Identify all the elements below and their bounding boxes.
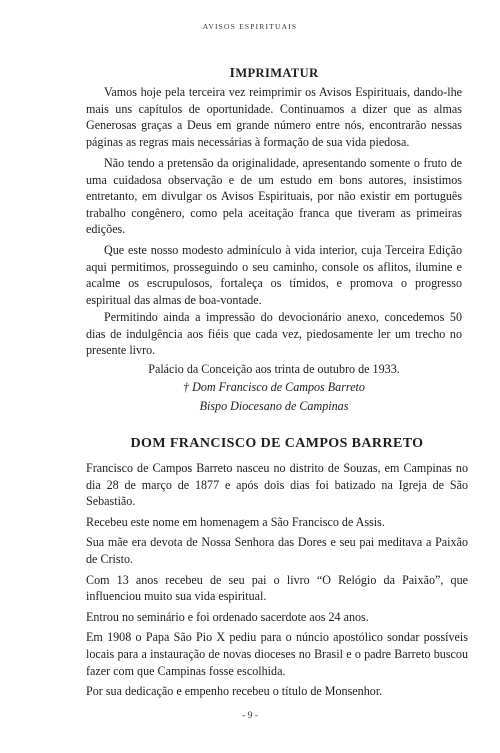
biography-paragraph-1: Francisco de Campos Barreto nasceu no distrito de Souzas, em Campinas no dia 28 de março de 1877 e após dois dias foi batizado na Igreja de São Sebastião.	[86, 461, 468, 509]
imprimatur-title-initial: I	[229, 66, 236, 81]
biography-paragraph-7: Por sua dedicação e empenho recebeu o título de Monsenhor.	[86, 684, 383, 699]
biography-paragraph-5: Entrou no seminário e foi ordenado sacerdote aos 24 anos.	[86, 609, 369, 624]
page-number: - 9 -	[242, 711, 258, 721]
imprimatur-title-rest: MPRIMATUR	[235, 66, 319, 80]
running-head: AVISOS ESPIRITUAIS	[202, 22, 298, 31]
biography-paragraph-2: Recebeu este nome em homenagem a São Francisco de Assis.	[86, 514, 385, 529]
imprimatur-body-4	[86, 309, 462, 359]
imprimatur-paragraph-4: Permitindo ainda a impressão do devocionário anexo, concedemos 50 dias de indulgência aos fiéis que cada vez, piedosamente ler um trecho no presente livro.	[86, 310, 462, 358]
imprimatur-body-2	[86, 155, 462, 238]
imprimatur-paragraph-1: Vamos hoje pela terceira vez reimprimir os Avisos Espirituais, dando-lhe mais uns capítulos de oportunidade. Continuamos a dizer que as almas Generosas graças a Deus em grande número entre nós, encontrarão nessas páginas as regras mais necessárias à formação de sua vida piedosa.	[86, 85, 462, 149]
biography-section	[86, 436, 468, 452]
biography-body	[86, 460, 468, 704]
biography-title: DOM FRANCISCO DE CAMPOS BARRETO	[130, 436, 424, 451]
imprimatur-paragraph-3: Que este nosso modesto adminículo à vida interior, cuja Terceira Edição aqui permitimos, prosseguindo o seu caminho, console os aflitos, ilumine e acalme os escrupulosos, fortaleça os tímidos, e promova o progresso espiritual das almas de boa-vontade.	[86, 243, 462, 307]
imprimatur-title	[86, 66, 462, 82]
imprimatur-body	[86, 84, 462, 154]
biography-paragraph-6: Em 1908 o Papa São Pio X pediu para o núncio apostólico sondar possíveis locais para a instauração de novas dioceses no Brasil e o padre Barreto buscou fazer com que Campinas fosse escolhida.	[86, 630, 468, 678]
biography-paragraph-4: Com 13 anos recebeu de seu pai o livro “O Relógio da Paixão”, que influenciou muito sua vida espiritual.	[86, 572, 468, 604]
place-date: Palácio da Conceição aos trinta de outubro de 1933.	[148, 362, 400, 376]
biography-paragraph-3: Sua mãe era devota de Nossa Senhora das Dores e seu pai meditava a Paixão de Cristo.	[86, 535, 468, 566]
signature-role: Bispo Diocesano de Campinas	[199, 399, 349, 413]
signature: † Dom Francisco de Campos Barreto	[183, 380, 365, 394]
imprimatur-section	[86, 66, 462, 82]
imprimatur-body-3	[86, 242, 462, 308]
imprimatur-paragraph-2: Não tendo a pretensão da originalidade, apresentando somente o fruto de uma cuidadosa observação e de um estudo em bons autores, insistimos entretanto, em divulgar os Avisos Espirituais, por não existir em português trabalho congênero, como pela aceitação franca que tiveram as primeiras edições.	[86, 156, 462, 237]
